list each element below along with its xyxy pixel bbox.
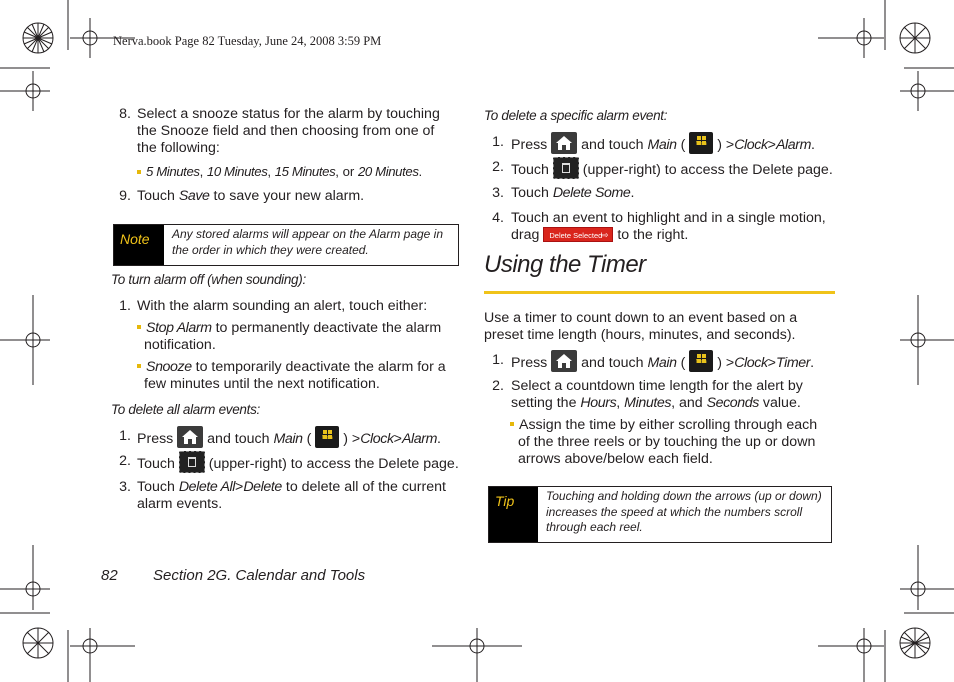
- print-header: Nerva.book Page 82 Tuesday, June 24, 2008 3:59 PM: [113, 34, 382, 48]
- section-label: To turn alarm off (when sounding):: [111, 272, 306, 287]
- timer-item2-line1: Select a countdown time length for the alert by: [511, 378, 803, 394]
- section-label: To delete all alarm events:: [111, 402, 260, 417]
- tip-text: Touching and holding down the arrows (up or down) increases the speed at which the numbers scroll through each reel.: [546, 489, 822, 534]
- section-footer: Section 2G. Calendar and Tools: [153, 567, 366, 584]
- note-text: Any stored alarms will appear on the Alarm page in the order in which they were created.: [172, 227, 444, 257]
- step-number: 1.: [492, 352, 504, 368]
- step-number: 2.: [492, 159, 504, 175]
- delete-specific-item1: Press and touch Main ( Main ) >Clock>Alarm.: [511, 134, 815, 156]
- timer-bullet-line1: Assign the time by either scrolling through each: [510, 417, 817, 434]
- section-heading: Using the Timer: [484, 251, 646, 278]
- timer-intro-line: Use a timer to count down to an event based on a: [484, 310, 798, 326]
- snooze-bullet-line2: few minutes until the next notification.: [144, 376, 380, 392]
- step-number: 8.: [119, 106, 131, 122]
- step-number: 3.: [119, 479, 131, 495]
- step-number: 9.: [119, 188, 131, 204]
- home-icon: [551, 350, 577, 372]
- delete-all-item3: Touch Delete All>Delete to delete all of the current: [137, 479, 446, 495]
- item8-line: the Snooze field and then choosing from one of: [137, 123, 435, 139]
- stop-alarm-bullet: Stop Alarm to permanently deactivate the alarm: [137, 320, 441, 337]
- home-icon: [177, 426, 203, 448]
- snooze-bullet: Snooze to temporarily deactivate the alarm for a: [137, 359, 446, 376]
- main-menu-icon: Main: [689, 350, 713, 372]
- home-icon: [551, 132, 577, 154]
- snooze-options: 5 Minutes, 10 Minutes, 15 Minutes, or 20 Minutes.: [137, 163, 422, 180]
- note-tag: Note: [114, 225, 164, 265]
- heading-rule: [484, 291, 835, 294]
- trash-icon: [179, 451, 205, 473]
- delete-all-item2: Touch (upper-right) to access the Delete page.: [137, 453, 459, 475]
- main-menu-icon: Main: [689, 132, 713, 154]
- delete-specific-item4-line2: drag Delete Selected ⇨ to the right.: [511, 227, 689, 243]
- delete-selected-button: Delete Selected ⇨: [543, 227, 613, 242]
- drag-arrow-icon: ⇨: [600, 229, 609, 240]
- step-number: 1.: [492, 134, 504, 150]
- tip-box: [488, 486, 832, 543]
- bullet-marker: [137, 364, 141, 368]
- delete-all-item1: Press and touch Main ( Main ) >Clock>Alarm.: [137, 428, 441, 450]
- delete-specific-item3: Touch Delete Some.: [511, 185, 635, 201]
- step-number: 1.: [119, 298, 131, 314]
- bullet-marker: [137, 325, 141, 329]
- item8-line: Select a snooze status for the alarm by touching: [137, 106, 440, 122]
- note-box: [113, 224, 459, 266]
- step-number: 2.: [492, 378, 504, 394]
- trash-icon: [553, 157, 579, 179]
- timer-item1: Press and touch Main ( Main ) >Clock>Timer.: [511, 352, 814, 374]
- turn-off-item1: With the alarm sounding an alert, touch either:: [137, 298, 428, 314]
- delete-all-item3-line2: alarm events.: [137, 496, 223, 512]
- bullet-marker: [137, 170, 141, 174]
- timer-intro-line: preset time length (hours, minutes, and seconds).: [484, 327, 796, 343]
- delete-specific-item2: Touch (upper-right) to access the Delete page.: [511, 159, 833, 181]
- step-number: 1.: [119, 428, 131, 444]
- main-menu-icon: Main: [315, 426, 339, 448]
- timer-item2-line2: setting the Hours, Minutes, and Seconds value.: [511, 395, 801, 411]
- tip-tag: Tip: [489, 487, 538, 542]
- save-ui-label: Save: [178, 188, 210, 204]
- page-number: 82: [101, 567, 118, 584]
- step-number: 3.: [492, 185, 504, 201]
- registration-starburst-icon: [23, 23, 53, 53]
- step-number: 2.: [119, 453, 131, 469]
- step-number: 4.: [492, 210, 504, 226]
- timer-bullet-line3: arrows above/below each field.: [518, 451, 713, 467]
- stop-alarm-bullet-line2: notification.: [144, 337, 216, 353]
- delete-specific-item4-line1: Touch an event to highlight and in a single motion,: [511, 210, 826, 226]
- bullet-marker: [510, 422, 514, 426]
- item9-text: Touch Save to save your new alarm.: [137, 188, 365, 204]
- section-label: To delete a specific alarm event:: [484, 108, 668, 123]
- timer-bullet-line2: of the three reels or by touching the up or down: [518, 434, 816, 450]
- item8-line: the following:: [137, 140, 220, 156]
